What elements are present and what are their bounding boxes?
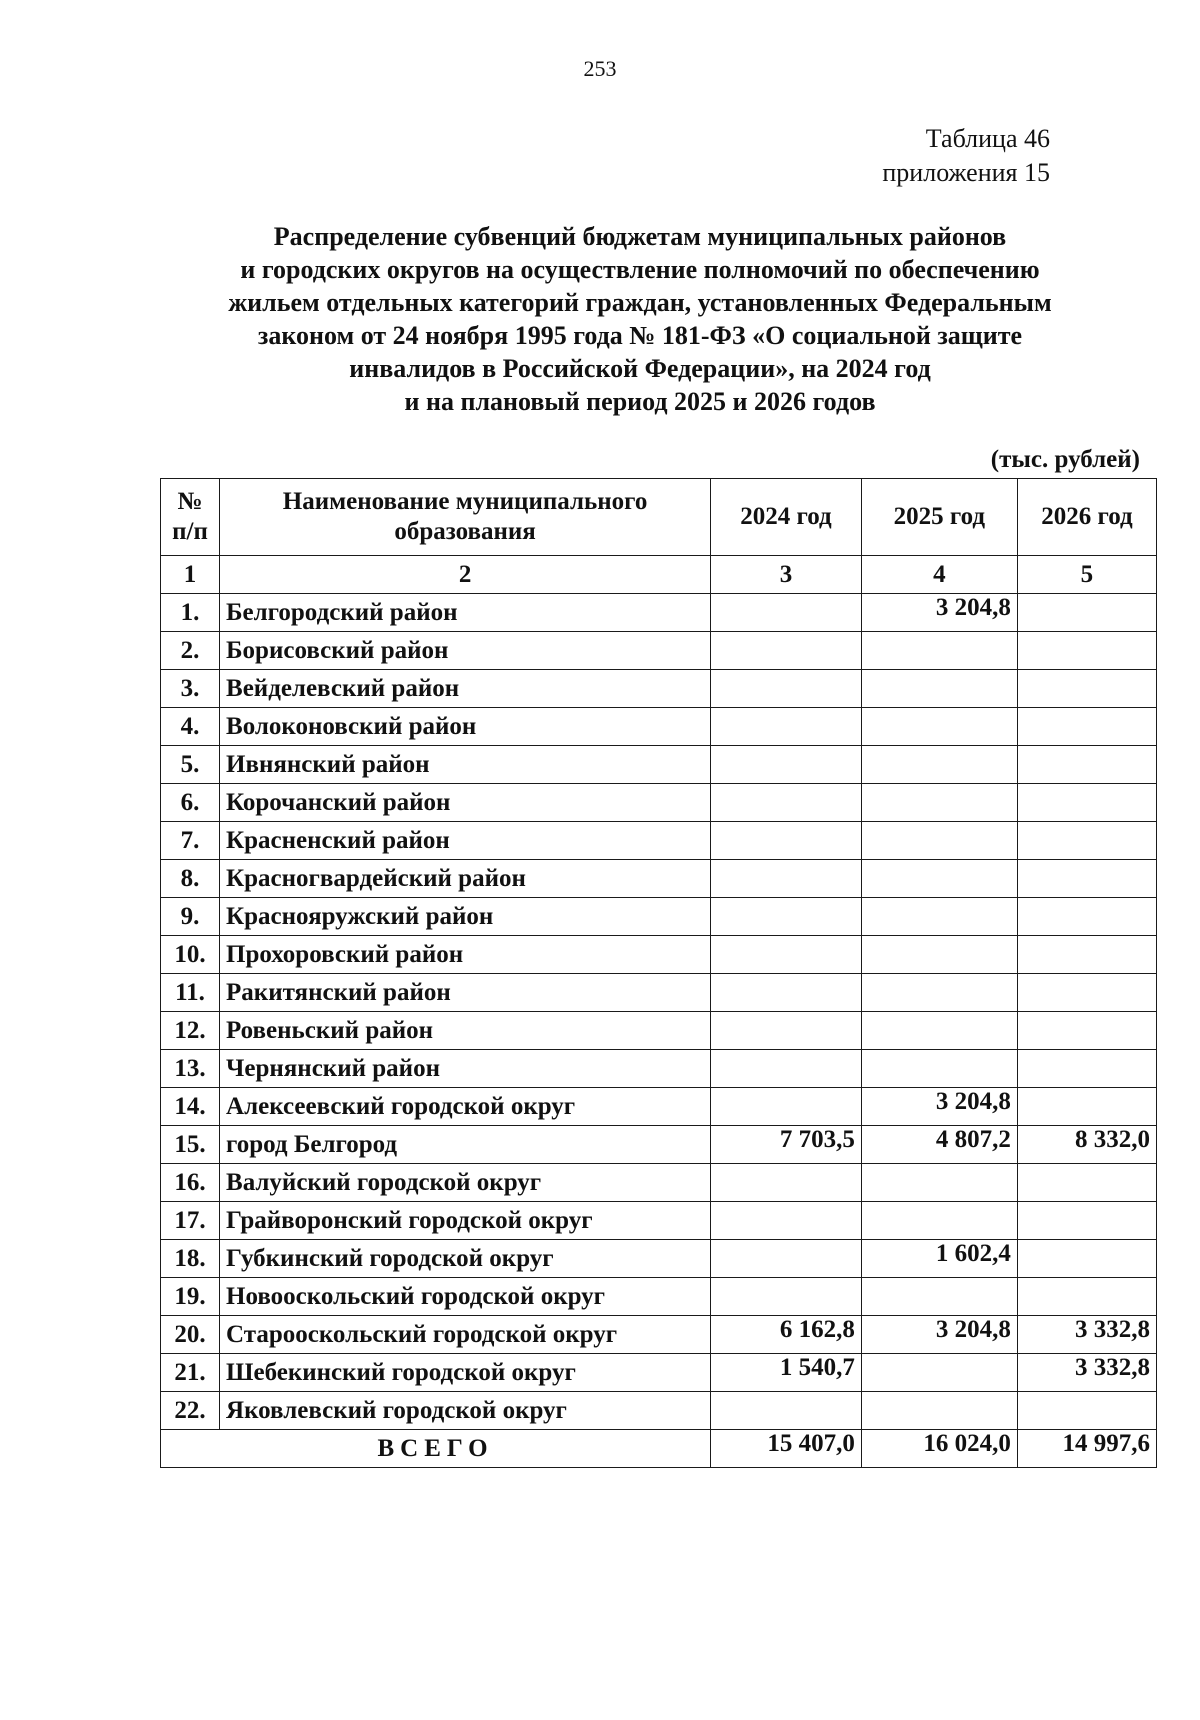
value-2025 (861, 1392, 1017, 1430)
table-row (161, 1240, 1157, 1278)
value-2025 (861, 1278, 1017, 1316)
table-ref-line1: Таблица 46 (925, 124, 1050, 153)
row-number: 15. (161, 1126, 220, 1164)
total-label: ВСЕГО (161, 1430, 711, 1468)
municipality-name: Шебекинский городской округ (220, 1354, 711, 1392)
municipality-name: Чернянский район (220, 1050, 711, 1088)
value-2025: 1 602,4 (861, 1240, 1017, 1278)
value-2025 (861, 708, 1017, 746)
value-2024 (711, 1392, 862, 1430)
title-line: Распределение субвенций бюджетам муниципальных районов (273, 222, 1007, 251)
row-number: 10. (161, 936, 220, 974)
row-number: 1. (161, 594, 220, 632)
value-2025 (861, 898, 1017, 936)
table-row (161, 1202, 1157, 1240)
value-2024 (711, 784, 862, 822)
value-2024 (711, 1240, 862, 1278)
value-2025 (861, 1012, 1017, 1050)
row-number: 12. (161, 1012, 220, 1050)
value-2025: 3 204,8 (861, 1316, 1017, 1354)
value-2024 (711, 632, 862, 670)
column-number: 3 (711, 556, 862, 594)
value-2026 (1017, 594, 1156, 632)
municipality-name: Новооскольский городской округ (220, 1278, 711, 1316)
row-number: 3. (161, 670, 220, 708)
value-2026 (1017, 974, 1156, 1012)
municipality-name: Губкинский городской округ (220, 1240, 711, 1278)
value-2025 (861, 974, 1017, 1012)
table-row (161, 822, 1157, 860)
table-row (161, 594, 1157, 632)
value-2025 (861, 860, 1017, 898)
value-2025 (861, 1050, 1017, 1088)
value-2026 (1017, 822, 1156, 860)
municipality-name: Старооскольский городской округ (220, 1316, 711, 1354)
row-number: 13. (161, 1050, 220, 1088)
value-2024: 6 162,8 (711, 1316, 862, 1354)
value-2025 (861, 1354, 1017, 1392)
municipality-name: город Белгород (220, 1126, 711, 1164)
total-2024: 15 407,0 (711, 1430, 862, 1468)
row-number: 5. (161, 746, 220, 784)
municipality-name: Валуйский городской округ (220, 1164, 711, 1202)
municipality-name: Корочанский район (220, 784, 711, 822)
municipality-name: Ивнянский район (220, 746, 711, 784)
table-row (161, 1354, 1157, 1392)
total-row (161, 1430, 1157, 1468)
title-line: и городских округов на осуществление полномочий по обеспечению (240, 255, 1040, 284)
row-number: 4. (161, 708, 220, 746)
value-2026 (1017, 632, 1156, 670)
municipality-name: Белгородский район (220, 594, 711, 632)
value-2026 (1017, 1164, 1156, 1202)
row-number: 11. (161, 974, 220, 1012)
municipality-name: Красненский район (220, 822, 711, 860)
municipality-name: Ракитянский район (220, 974, 711, 1012)
row-number: 2. (161, 632, 220, 670)
table-row (161, 1316, 1157, 1354)
table-row (161, 1012, 1157, 1050)
total-2025: 16 024,0 (861, 1430, 1017, 1468)
title-line: инвалидов в Российской Федерации», на 2024 год (349, 354, 931, 383)
table-row (161, 1088, 1157, 1126)
value-2024 (711, 936, 862, 974)
row-number: 17. (161, 1202, 220, 1240)
table-row (161, 936, 1157, 974)
title-line: жильем отдельных категорий граждан, установленных Федеральным (228, 288, 1052, 317)
value-2024: 7 703,5 (711, 1126, 862, 1164)
row-number: 22. (161, 1392, 220, 1430)
value-2026 (1017, 746, 1156, 784)
value-2026 (1017, 1012, 1156, 1050)
value-2024 (711, 1012, 862, 1050)
value-2026 (1017, 1088, 1156, 1126)
column-number: 1 (161, 556, 220, 594)
header-2025: 2025 год (861, 479, 1017, 556)
header-name: Наименование муниципального образования (220, 479, 711, 556)
value-2026 (1017, 784, 1156, 822)
value-2025: 3 204,8 (861, 594, 1017, 632)
value-2026 (1017, 1240, 1156, 1278)
row-number: 8. (161, 860, 220, 898)
municipality-name: Краснояружский район (220, 898, 711, 936)
row-number: 9. (161, 898, 220, 936)
value-2024 (711, 708, 862, 746)
table-row (161, 784, 1157, 822)
value-2026 (1017, 936, 1156, 974)
table-row (161, 1392, 1157, 1430)
value-2026: 3 332,8 (1017, 1316, 1156, 1354)
title-line: законом от 24 ноября 1995 года № 181-ФЗ «О социальной защите (257, 321, 1023, 350)
value-2024 (711, 1278, 862, 1316)
row-number: 21. (161, 1354, 220, 1392)
municipality-name: Алексеевский городской округ (220, 1088, 711, 1126)
value-2025: 4 807,2 (861, 1126, 1017, 1164)
table-row (161, 860, 1157, 898)
value-2025: 3 204,8 (861, 1088, 1017, 1126)
table-row (161, 1278, 1157, 1316)
value-2026 (1017, 860, 1156, 898)
value-2026 (1017, 898, 1156, 936)
title-line: и на плановый период 2025 и 2026 годов (404, 387, 876, 416)
column-number: 2 (220, 556, 711, 594)
value-2024 (711, 746, 862, 784)
table-row (161, 898, 1157, 936)
value-2025 (861, 1202, 1017, 1240)
table-row (161, 1164, 1157, 1202)
value-2024 (711, 1202, 862, 1240)
value-2024 (711, 974, 862, 1012)
document-title (160, 220, 1120, 418)
column-number: 5 (1017, 556, 1156, 594)
row-number: 16. (161, 1164, 220, 1202)
municipality-name: Красногвардейский район (220, 860, 711, 898)
table-row (161, 632, 1157, 670)
table-row (161, 746, 1157, 784)
column-numbers-row (161, 556, 1157, 594)
value-2025 (861, 746, 1017, 784)
value-2024 (711, 822, 862, 860)
row-number: 6. (161, 784, 220, 822)
table-row (161, 1050, 1157, 1088)
value-2025 (861, 670, 1017, 708)
value-2025 (861, 1164, 1017, 1202)
municipality-name: Волоконовский район (220, 708, 711, 746)
subsidy-table (160, 478, 1157, 1468)
header-num: № п/п (161, 479, 220, 556)
value-2024 (711, 670, 862, 708)
value-2026: 8 332,0 (1017, 1126, 1156, 1164)
column-number: 4 (861, 556, 1017, 594)
value-2025 (861, 822, 1017, 860)
value-2026: 3 332,8 (1017, 1354, 1156, 1392)
value-2026 (1017, 1392, 1156, 1430)
units-label: (тыс. рублей) (990, 446, 1140, 473)
row-number: 7. (161, 822, 220, 860)
table-row (161, 708, 1157, 746)
table-header-row (161, 479, 1157, 556)
table-row (161, 670, 1157, 708)
value-2024 (711, 594, 862, 632)
value-2026 (1017, 1050, 1156, 1088)
value-2024 (711, 1164, 862, 1202)
municipality-name: Яковлевский городской округ (220, 1392, 711, 1430)
row-number: 20. (161, 1316, 220, 1354)
table-row (161, 1126, 1157, 1164)
row-number: 19. (161, 1278, 220, 1316)
municipality-name: Прохоровский район (220, 936, 711, 974)
total-2026: 14 997,6 (1017, 1430, 1156, 1468)
value-2024: 1 540,7 (711, 1354, 862, 1392)
value-2024 (711, 1050, 862, 1088)
municipality-name: Ровеньский район (220, 1012, 711, 1050)
header-2024: 2024 год (711, 479, 862, 556)
row-number: 14. (161, 1088, 220, 1126)
value-2026 (1017, 708, 1156, 746)
value-2025 (861, 936, 1017, 974)
value-2026 (1017, 670, 1156, 708)
value-2024 (711, 860, 862, 898)
table-ref-line2: приложения 15 (882, 158, 1050, 187)
municipality-name: Вейделевский район (220, 670, 711, 708)
municipality-name: Борисовский район (220, 632, 711, 670)
header-2026: 2026 год (1017, 479, 1156, 556)
municipality-name: Грайворонский городской округ (220, 1202, 711, 1240)
row-number: 18. (161, 1240, 220, 1278)
table-row (161, 974, 1157, 1012)
value-2026 (1017, 1202, 1156, 1240)
value-2026 (1017, 1278, 1156, 1316)
table-reference (882, 122, 1050, 190)
value-2025 (861, 784, 1017, 822)
value-2024 (711, 898, 862, 936)
page-number: 253 (583, 56, 617, 81)
value-2025 (861, 632, 1017, 670)
value-2024 (711, 1088, 862, 1126)
